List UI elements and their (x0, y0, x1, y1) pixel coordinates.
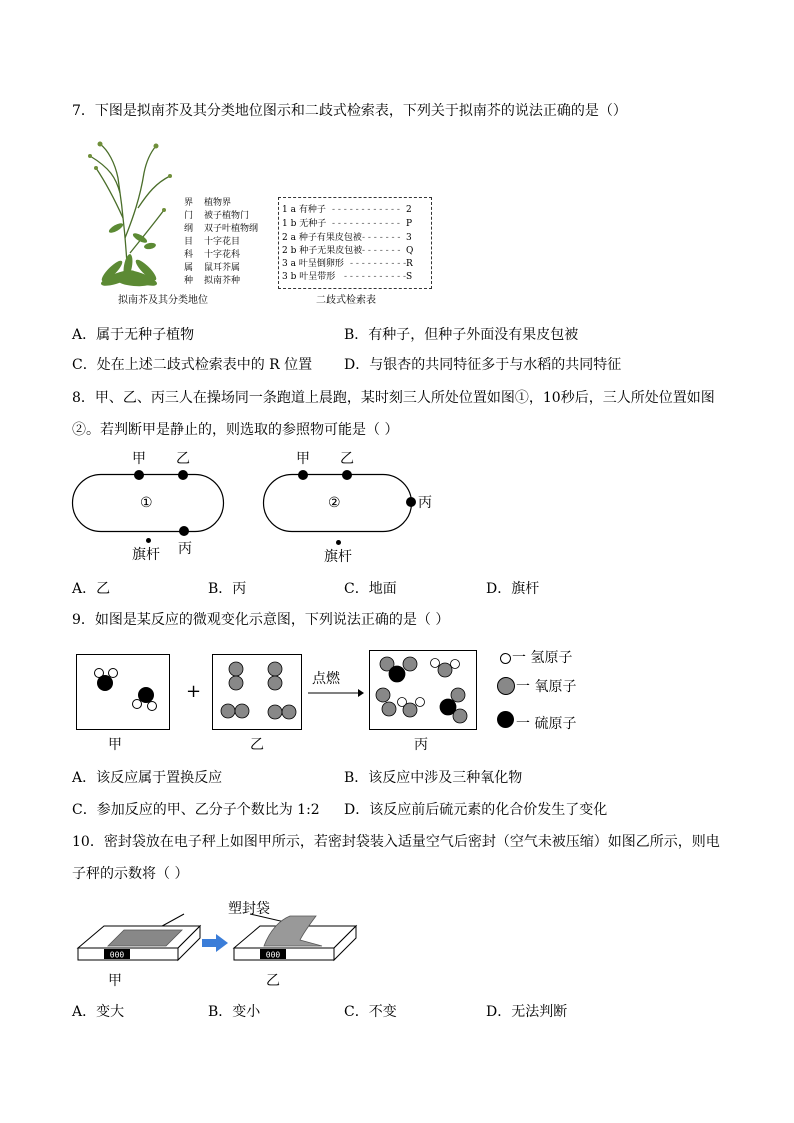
o-atom (453, 709, 467, 723)
key-leader: - - - - - - - - - - (350, 259, 407, 269)
key-result: 3 (406, 233, 412, 243)
taxonomy-rank: 界 (184, 198, 194, 208)
key-entry: 3 b 叶呈带形 (282, 272, 336, 282)
taxonomy-rank: 属 (184, 263, 194, 273)
q10-option-a[interactable]: A．变大 (72, 1004, 125, 1020)
q9-option-d[interactable]: D．该反应前后硫元素的化合价发生了变化 (344, 802, 608, 818)
q7-option-d[interactable]: D．与银杏的共同特征多于与水稻的共同特征 (344, 357, 622, 373)
caption-left: 拟南芥及其分类地位 (118, 295, 208, 306)
fig1-label-yi: 乙 (176, 451, 190, 467)
reaction-arrow (308, 688, 364, 698)
fig1-label-jia: 甲 (132, 451, 146, 467)
o-atom (376, 688, 390, 702)
h-atom (416, 698, 425, 707)
arrow-label: 点燃 (312, 671, 340, 687)
key-entry: 1 b 无种子 (282, 219, 327, 229)
o-atom (382, 702, 396, 716)
taxonomy-name: 十字花目 (204, 237, 241, 247)
q9-label-yi: 乙 (250, 737, 264, 753)
q7-option-b[interactable]: B．有种子，但种子外面没有果皮包被 (344, 327, 579, 343)
taxonomy-name: 鼠耳芥属 (204, 263, 241, 273)
q10-option-c[interactable]: C．不变 (344, 1004, 397, 1020)
taxonomy-name: 双子叶植物纲 (204, 224, 259, 234)
taxonomy-rank: 种 (184, 276, 194, 286)
scale-figure-yi (230, 900, 380, 968)
transition-arrow (202, 934, 228, 952)
key-leader: - - - - - - - - - - - - (332, 219, 400, 229)
plus-sign: + (186, 681, 202, 702)
legend-oxygen: 一 氧原子 (516, 679, 577, 695)
q9-option-c[interactable]: C．参加反应的甲、乙分子个数比为 1:2 (72, 802, 320, 818)
key-entry: 2 b 种子无果皮包被 (282, 246, 363, 256)
q8-stem-line1: 8．甲、乙、丙三人在操场同一条跑道上晨跑，某时刻三人所处位置如图①，10秒后，三人所处位置如图 (72, 390, 715, 406)
fig2-label-jia: 甲 (296, 451, 310, 467)
taxonomy-name: 被子植物门 (204, 211, 250, 221)
q8-option-d[interactable]: D．旗杆 (486, 581, 540, 597)
fig2-number: ② (328, 495, 341, 511)
plant-illustration (78, 138, 182, 292)
taxonomy-name: 十字花科 (204, 250, 241, 260)
bag-label: 塑封袋 (228, 901, 270, 917)
o2-atom (268, 705, 282, 719)
fig1-number: ① (140, 495, 153, 511)
q9-label-bing: 丙 (414, 737, 428, 753)
q9-stem: 9．如图是某反应的微观变化示意图，下列说法正确的是（ ） (72, 612, 450, 628)
key-result: Q (406, 246, 414, 256)
key-entry: 2 a 种子有果皮包被 (282, 233, 362, 243)
q8-stem-line2: ②。若判断甲是静止的，则选取的参照物可能是（ ） (72, 422, 399, 438)
legend-hydrogen: 一 氢原子 (512, 650, 573, 666)
q9-option-b[interactable]: B．该反应中涉及三种氧化物 (344, 770, 523, 786)
q9-option-a[interactable]: A．该反应属于置换反应 (72, 770, 223, 786)
q7-option-a[interactable]: A．属于无种子植物 (72, 327, 195, 343)
molecule-box-jia (76, 654, 170, 730)
runner-bing-dot (406, 497, 416, 507)
fig2-label-bing: 丙 (418, 495, 432, 511)
q8-option-b[interactable]: B．丙 (208, 581, 247, 597)
q10-label-yi: 乙 (266, 973, 280, 989)
taxonomy-rank: 门 (184, 211, 194, 221)
key-entry: 1 a 有种子 (282, 205, 326, 215)
caption-right: 二歧式检索表 (316, 295, 376, 306)
taxonomy-rank: 目 (184, 237, 194, 247)
q10-option-d[interactable]: D．无法判断 (486, 1004, 568, 1020)
key-result: S (406, 272, 413, 282)
h-atom (451, 660, 460, 669)
taxonomy-rank: 纲 (184, 224, 194, 234)
hydrogen-legend-icon (500, 653, 511, 664)
fig1-label-flag: 旗杆 (132, 547, 160, 563)
o-atom (403, 703, 417, 717)
q10-label-jia: 甲 (108, 973, 122, 989)
display-digits: 000 (265, 950, 281, 960)
q8-option-c[interactable]: C．地面 (344, 581, 397, 597)
s-atom (389, 666, 405, 682)
key-result: 2 (406, 205, 412, 215)
display-digits: 000 (109, 950, 125, 960)
sulfur-legend-icon (497, 711, 514, 728)
o2-atom (235, 704, 249, 718)
oxygen-legend-icon (497, 677, 515, 695)
q9-label-jia: 甲 (108, 737, 122, 753)
key-leader: - - - - - - - (362, 233, 401, 243)
q7-option-c[interactable]: C．处在上述二歧式检索表中的 R 位置 (72, 357, 313, 373)
molecule-box-yi (212, 654, 302, 730)
legend-sulfur: 一 硫原子 (516, 716, 577, 732)
fig2-label-yi: 乙 (340, 451, 354, 467)
o2-atom (221, 704, 235, 718)
key-result: P (406, 219, 413, 229)
q10-stem-line1: 10．密封袋放在电子秤上如图甲所示，若密封袋装入适量空气后密封（空气未被压缩）如图乙所示，则电 (72, 834, 720, 850)
key-entry: 3 a 叶呈倒卵形 (282, 259, 344, 269)
key-leader: - - - - - - - - - - - (344, 272, 407, 282)
o-atom (451, 688, 465, 702)
o2-atom (268, 676, 282, 690)
o2-atom (282, 705, 296, 719)
o2-atom (268, 662, 282, 676)
flagpole-dot (336, 540, 341, 545)
runner-bing-dot (179, 526, 189, 536)
h-atom (431, 659, 440, 668)
key-result: R (406, 259, 413, 269)
key-leader: - - - - - - - - - - - - (332, 205, 400, 215)
taxonomy-name: 植物界 (204, 198, 232, 208)
fig2-label-flag: 旗杆 (324, 549, 352, 565)
q10-stem-line2: 子秤的示数将（ ） (72, 866, 189, 882)
runner-yi-dot (178, 470, 188, 480)
molecule-box-bing (369, 650, 477, 730)
q10-option-b[interactable]: B．变小 (208, 1004, 261, 1020)
q7-stem: 7．下图是拟南芥及其分类地位图示和二歧式检索表，下列关于拟南芥的说法正确的是（） (72, 103, 627, 119)
fig1-label-bing: 丙 (178, 541, 192, 557)
taxonomy-rank: 科 (184, 250, 194, 260)
runner-yi-dot (342, 470, 352, 480)
taxonomy-name: 拟南芥种 (204, 276, 241, 286)
o2-atom (229, 676, 243, 690)
runner-jia-dot (134, 470, 144, 480)
runner-jia-dot (298, 470, 308, 480)
o2-atom (229, 662, 243, 676)
flagpole-dot (146, 538, 151, 543)
q8-option-a[interactable]: A．乙 (72, 581, 111, 597)
o-atom (438, 663, 452, 677)
o-atom (403, 657, 417, 671)
key-leader: - - - - - - - (362, 246, 401, 256)
